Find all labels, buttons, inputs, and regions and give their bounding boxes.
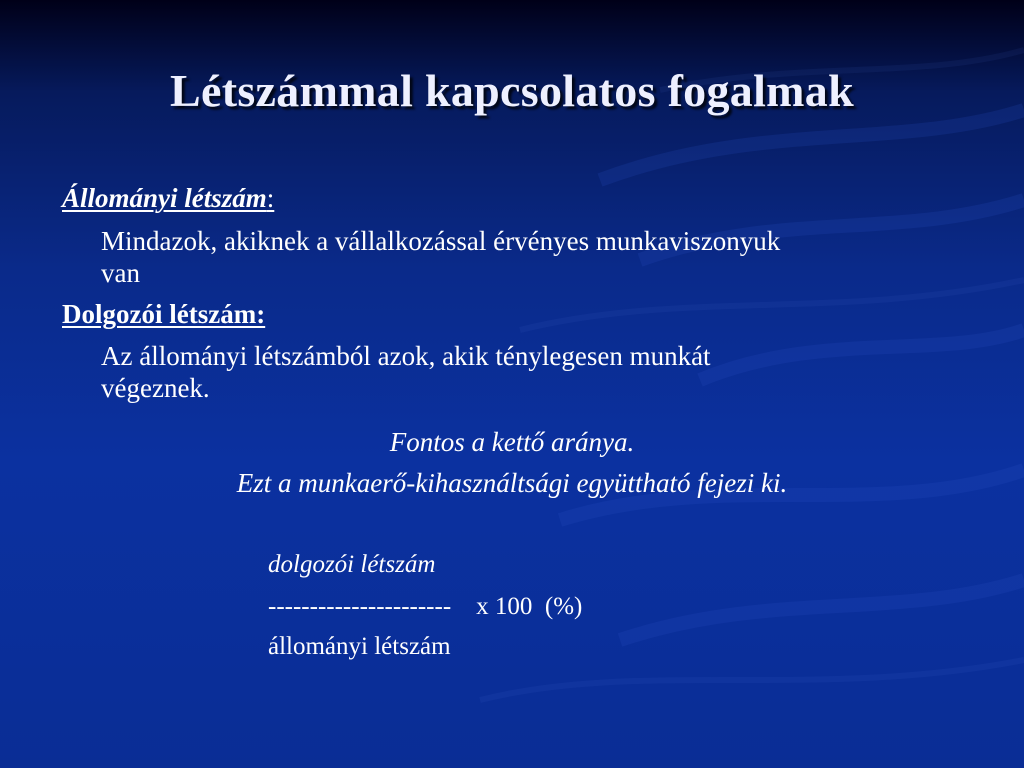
definition-description-line: van xyxy=(101,258,140,288)
formula-numerator: dolgozói létszám xyxy=(268,551,436,578)
definition-term-allomanyi: Állományi létszám xyxy=(62,183,267,213)
formula-fraction-line: ---------------------- xyxy=(268,593,452,620)
formula-unit: (%) xyxy=(544,593,583,620)
definition-description-line: végeznek. xyxy=(101,373,210,403)
definition-description-line: Mindazok, akiknek a vállalkozással érvényes munkaviszonyuk xyxy=(101,226,781,256)
formula-multiplier: x 100 xyxy=(476,593,533,620)
formula-fraction-row xyxy=(268,592,582,622)
ratio-note-line: Ezt a munkaerő-kihasználtsági együttható fejezi ki. xyxy=(236,468,788,498)
definition-term-row xyxy=(62,182,274,214)
definition-term-colon: : xyxy=(266,183,275,213)
formula-denominator: állományi létszám xyxy=(268,633,451,660)
ratio-note-line: Fontos a kettő aránya. xyxy=(389,427,635,457)
definition-description-line: Az állományi létszámból azok, akik ténylegesen munkát xyxy=(101,341,711,371)
slide-title: Létszámmal kapcsolatos fogalmak xyxy=(170,65,854,116)
definition-term-row xyxy=(62,298,265,330)
definition-term-dolgozoi: Dolgozói létszám: xyxy=(62,299,266,329)
